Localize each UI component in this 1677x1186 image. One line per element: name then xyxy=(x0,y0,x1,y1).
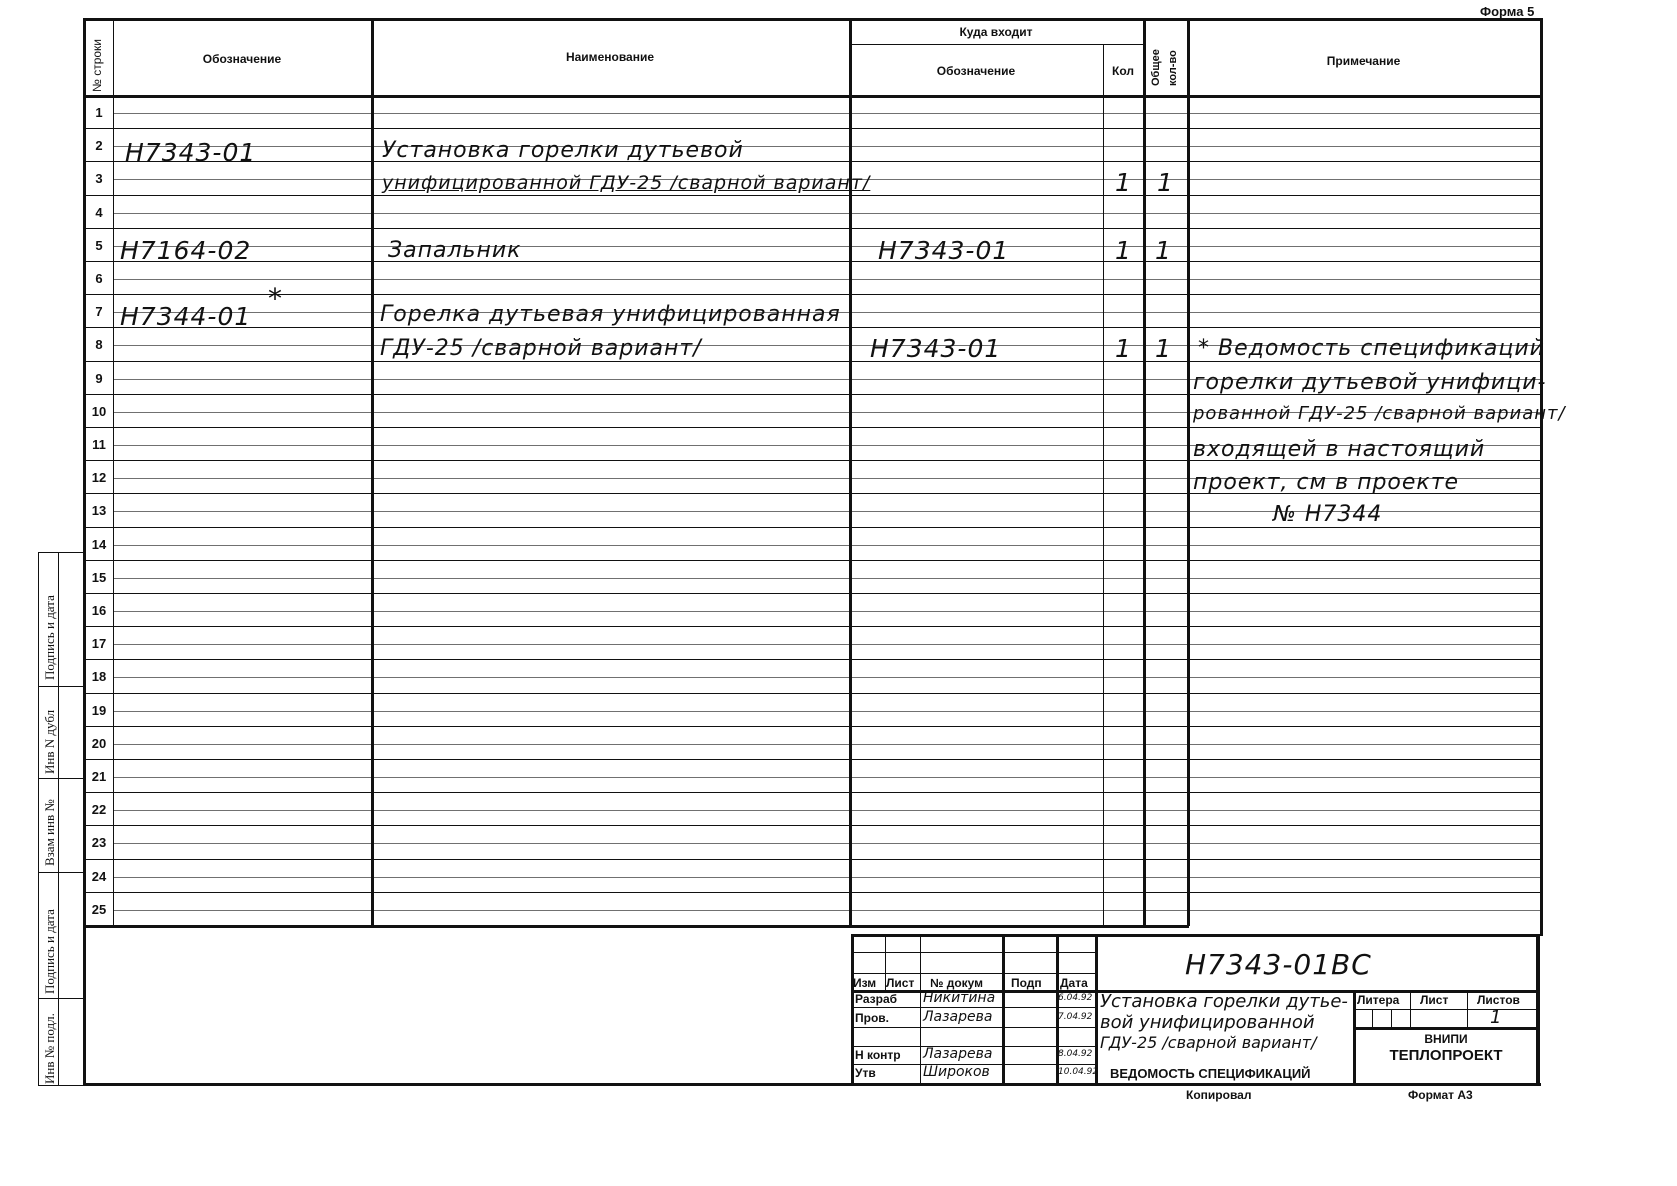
row-line xyxy=(83,128,1541,129)
r5-total: 1 xyxy=(1155,236,1172,265)
r5-designation: Н7164-02 xyxy=(120,236,252,265)
header-note: Примечание xyxy=(1326,54,1401,68)
row-number: 20 xyxy=(91,735,107,751)
tb-data: Дата xyxy=(1060,976,1088,990)
r8-where: Н7343-01 xyxy=(870,334,1002,363)
r3-name: унифицированной ГДУ-25 /сварной вариант/ xyxy=(382,172,871,194)
row-line xyxy=(83,626,1541,627)
row-line xyxy=(83,726,1541,727)
tb-date-3: 8.04.92 xyxy=(1058,1049,1093,1059)
row-subline xyxy=(113,843,1540,844)
tb-org-2: ТЕПЛОПРОЕКТ xyxy=(1389,1047,1503,1064)
row-line xyxy=(83,859,1541,860)
row-subline xyxy=(113,777,1540,778)
r8-total: 1 xyxy=(1155,334,1172,363)
r8-name: ГДУ-25 /сварной вариант/ xyxy=(380,336,702,361)
row-subline xyxy=(113,279,1540,280)
margin-podpis-data-1: Подпись и дата xyxy=(42,595,57,680)
row-line xyxy=(83,759,1541,760)
note-line-3: рованной ГДУ-25 /сварной вариант/ xyxy=(1193,403,1566,424)
r5-kol: 1 xyxy=(1115,236,1132,265)
tb-n-kontr: Н контр xyxy=(855,1048,901,1062)
row-line xyxy=(83,261,1541,262)
tb-utv-name: Широков xyxy=(923,1064,990,1080)
tb-sheet: Лист xyxy=(1420,993,1449,1007)
row-number: 12 xyxy=(91,470,107,486)
row-number: 11 xyxy=(92,437,106,452)
tb-prov-name: Лазарева xyxy=(923,1009,993,1025)
header-kol: Кол xyxy=(1112,64,1134,78)
row-subline xyxy=(113,545,1540,546)
row-number: 8 xyxy=(95,337,103,353)
r5-name: Запальник xyxy=(388,238,522,263)
row-line xyxy=(83,792,1541,793)
header-row-no: № строки xyxy=(90,38,104,92)
row-subline xyxy=(113,611,1540,612)
tb-date-2: 7.04.92 xyxy=(1058,1012,1093,1022)
row-number: 7 xyxy=(95,304,103,320)
row-number: 18 xyxy=(91,669,107,685)
row-number: 1 xyxy=(95,105,103,120)
tb-izm: Изм xyxy=(853,976,877,990)
row-number: 15 xyxy=(91,569,107,585)
row-number: 6 xyxy=(95,271,103,286)
tb-list: Лист xyxy=(886,976,915,990)
tb-title-line-3: ГДУ-25 /сварной вариант/ xyxy=(1100,1033,1317,1052)
row-line xyxy=(83,161,1541,162)
row-number: 23 xyxy=(91,835,107,851)
tb-title-line-1: Установка горелки дутье- xyxy=(1100,991,1348,1012)
row-number: 10 xyxy=(91,403,107,419)
r3-total: 1 xyxy=(1157,168,1174,197)
row-line xyxy=(83,659,1541,660)
row-number: 25 xyxy=(91,901,107,917)
tb-date-4: 10.04.92 xyxy=(1058,1067,1099,1077)
tb-litera: Литера xyxy=(1357,993,1400,1007)
row-line xyxy=(83,693,1541,694)
note-line-5: проект, см в проекте xyxy=(1193,470,1460,495)
tb-n-dokum: № докум xyxy=(930,976,984,990)
row-subline xyxy=(113,877,1540,878)
note-line-1: * Ведомость спецификаций xyxy=(1198,336,1545,361)
header-total-qty-2: кол-во xyxy=(1167,50,1179,86)
row-line xyxy=(83,825,1541,826)
margin-inv-dubl: Инв N дубл xyxy=(42,709,57,774)
row-number: 22 xyxy=(91,802,107,818)
forma-label: Форма 5 xyxy=(1480,4,1535,19)
row-number: 16 xyxy=(91,603,107,618)
note-line-2: горелки дутьевой унифици- xyxy=(1193,370,1547,395)
header-kuda-designation: Обозначение xyxy=(936,64,1016,78)
row-line xyxy=(83,892,1541,893)
note-line-6: № Н7344 xyxy=(1273,502,1383,527)
tb-sheets-value: 1 xyxy=(1490,1007,1502,1028)
row-number: 3 xyxy=(95,171,103,187)
row-subline xyxy=(113,644,1540,645)
row-line xyxy=(83,294,1541,295)
tb-sheets: Листов xyxy=(1477,993,1520,1007)
tb-utv: Утв xyxy=(855,1066,876,1080)
row-number: 2 xyxy=(95,138,103,154)
r2-designation: Н7343-01 xyxy=(125,138,257,167)
row-line xyxy=(83,593,1541,594)
row-number: 14 xyxy=(91,536,107,552)
footer-format: Формат А3 xyxy=(1408,1088,1473,1102)
margin-vzam-inv: Взам инв № xyxy=(42,799,57,866)
row-number: 4 xyxy=(95,204,103,220)
row-number: 13 xyxy=(91,503,107,519)
note-line-4: входящей в настоящий xyxy=(1193,437,1486,462)
margin-podpis-data-2: Подпись и дата xyxy=(42,909,57,994)
row-line xyxy=(83,327,1541,328)
header-kuda-vhodit: Куда входит xyxy=(959,25,1033,39)
header-total-qty-1: Общее xyxy=(1150,49,1162,86)
row-number: 17 xyxy=(91,636,107,652)
tb-razrab-name: Никитина xyxy=(923,990,996,1006)
row-subline xyxy=(113,213,1540,214)
r7-star: * xyxy=(268,282,283,315)
row-subline xyxy=(113,246,1540,247)
r7-designation: Н7344-01 xyxy=(120,302,252,331)
tb-podp: Подп xyxy=(1011,976,1042,990)
tb-prov: Пров. xyxy=(855,1011,889,1025)
tb-razrab: Разраб xyxy=(855,992,898,1006)
r8-kol: 1 xyxy=(1115,334,1132,363)
row-subline xyxy=(113,578,1540,579)
title-doc-code: Н7343-01ВС xyxy=(1185,948,1372,981)
row-line xyxy=(83,560,1541,561)
tb-org-1: ВНИПИ xyxy=(1424,1032,1468,1046)
row-number: 9 xyxy=(95,370,103,386)
header-designation: Обозначение xyxy=(202,52,282,66)
row-subline xyxy=(113,810,1540,811)
row-subline xyxy=(113,146,1540,147)
r3-kol: 1 xyxy=(1115,168,1132,197)
tb-title-line-2: вой унифицированной xyxy=(1100,1012,1315,1033)
r2-name: Установка горелки дутьевой xyxy=(382,138,744,163)
row-subline xyxy=(113,711,1540,712)
row-subline xyxy=(113,113,1540,114)
footer-copied: Копировал xyxy=(1186,1088,1252,1102)
row-line xyxy=(83,195,1541,196)
row-line xyxy=(83,228,1541,229)
row-line xyxy=(83,427,1541,428)
r5-where: Н7343-01 xyxy=(878,236,1010,265)
row-number: 5 xyxy=(95,237,103,253)
row-number: 24 xyxy=(91,868,107,884)
r7-name: Горелка дутьевая унифицированная xyxy=(380,302,841,327)
header-name: Наименование xyxy=(565,50,655,64)
row-number: 21 xyxy=(91,769,107,784)
row-subline xyxy=(113,677,1540,678)
tb-doc-type: ВЕДОМОСТЬ СПЕЦИФИКАЦИЙ xyxy=(1110,1066,1311,1081)
tb-date-1: 6.04.92 xyxy=(1058,993,1093,1003)
margin-inv-podl: Инв № подл. xyxy=(42,1013,57,1084)
tb-n-kontr-name: Лазарева xyxy=(923,1046,993,1062)
row-number: 19 xyxy=(91,702,107,718)
row-subline xyxy=(113,910,1540,911)
row-subline xyxy=(113,744,1540,745)
